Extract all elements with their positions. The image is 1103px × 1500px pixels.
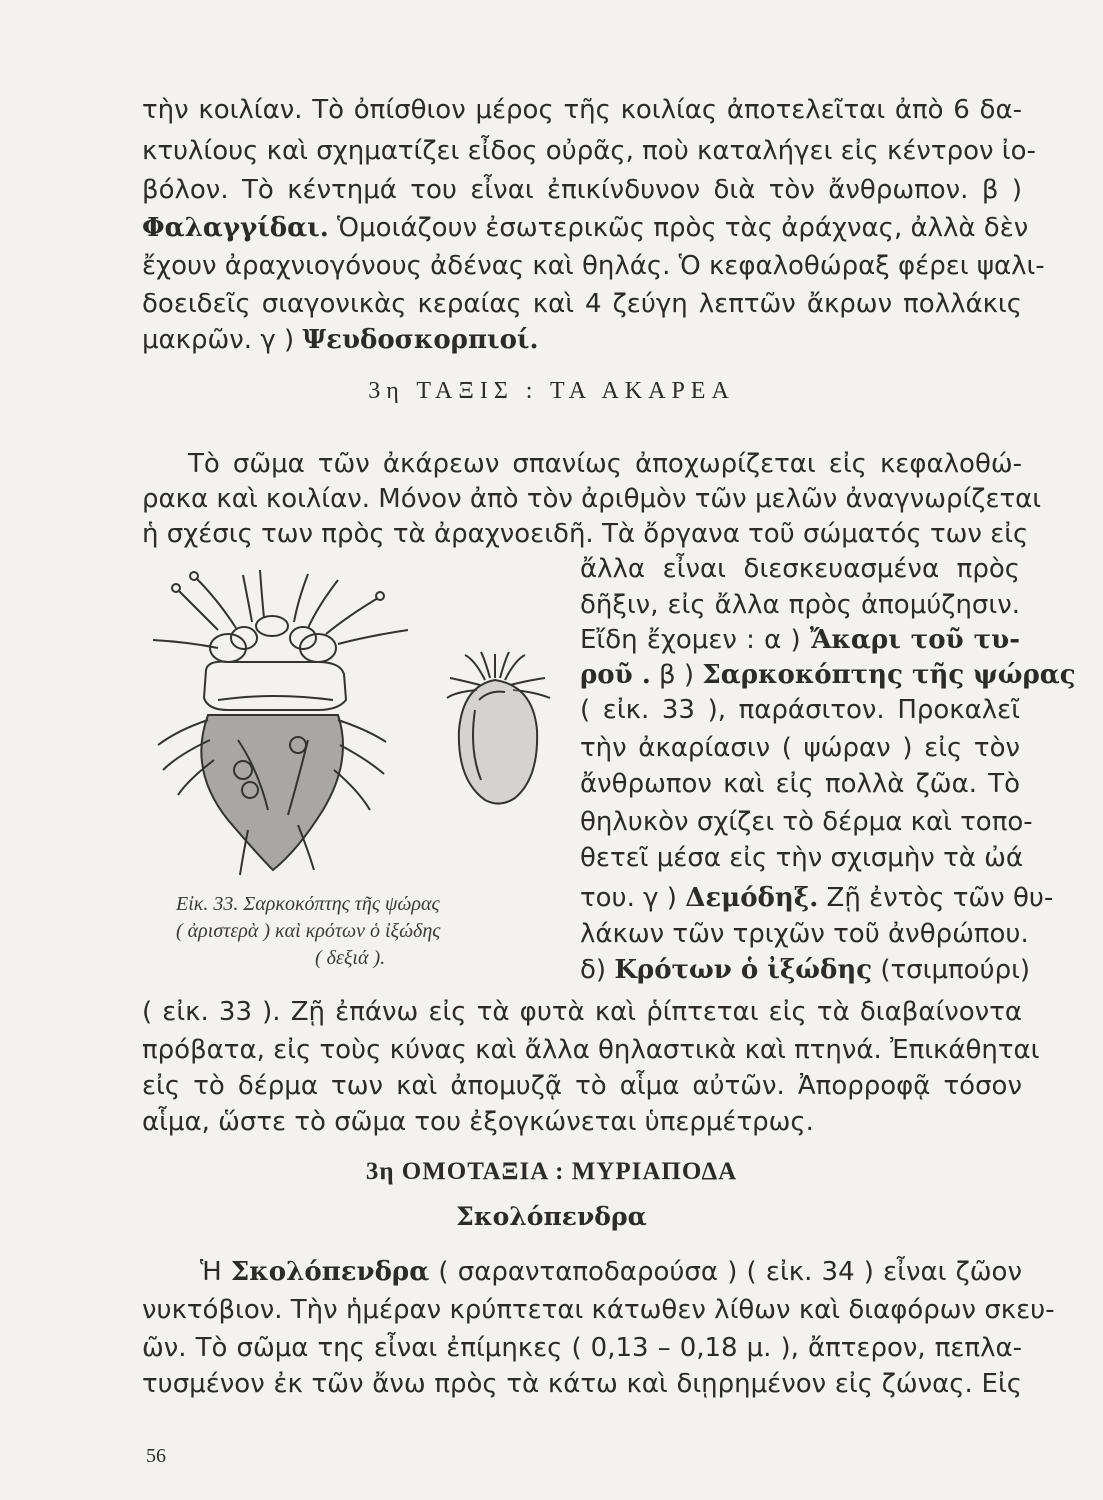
ixodes-tick-illustration — [445, 650, 555, 810]
section-heading-akarea: 3η ΤΑΞΙΣ : ΤΑ ΑΚΑΡΕΑ — [368, 378, 735, 404]
text-line: μακρῶν. γ ) Ψευδοσκορπιοί. — [142, 325, 539, 355]
text-line: του. γ ) Δεμόδηξ. Ζῇ ἐντὸς τῶν θυ- — [580, 883, 1054, 913]
text-line: κτυλίους καὶ σχηματίζει εἶδος οὐρᾶς, ποὺ καταλήγει εἰς κέντρον ἰο- — [142, 136, 1036, 166]
text-line: δῆξιν, εἰς ἄλλα πρὸς ἀπομύζησιν. — [580, 590, 1020, 620]
term-pseudoskorpioi: Ψευδοσκορπιοί. — [302, 325, 539, 355]
term-kroton: Κρότων ὁ ἰξώδης — [614, 955, 873, 985]
subheading-skolopendra: Σκολόπενδρα — [456, 1202, 647, 1231]
figure-caption-line: ( δεξιά ). — [315, 947, 386, 969]
text-line: ἡ σχέσις των πρὸς τὰ ἀραχνοειδῆ. Τὰ ὄργανα τοῦ σώματός των εἰς — [142, 519, 1029, 549]
text-line: τὴν κοιλίαν. Τὸ ὀπίσθιον μέρος τῆς κοιλίας ἀποτελεῖται ἀπὸ 6 δα- — [142, 95, 1022, 125]
text-line: Ἡ Σκολόπενδρα ( σαρανταποδαρούσα ) ( εἰκ. 34 ) εἶναι ζῶον — [200, 1257, 1022, 1287]
sarcoptes-mite-illustration — [148, 570, 438, 880]
figure-caption-line: ( ἀριστερὰ ) καὶ κρότων ὁ ἰξώδης — [176, 920, 441, 942]
text-line: αἷμα, ὥστε τὸ σῶμα του ἐξογκώνεται ὑπερμέτρως. — [142, 1107, 814, 1137]
text-line: εἰς τὸ δέρμα των καὶ ἀπομυζᾷ τὸ αἷμα αὐτῶν. Ἀπορροφᾷ τόσον — [142, 1071, 1022, 1101]
text-line: τυσμένον ἐκ τῶν ἄνω πρὸς τὰ κάτω καὶ διῃρημένον εἰς ζώνας. Εἰς — [142, 1369, 1022, 1399]
text-line: θετεῖ μέσα εἰς τὴν σχισμὴν τὰ ὠά — [580, 843, 1024, 873]
text-line: ( εἰκ. 33 ). Ζῇ ἐπάνω εἰς τὰ φυτὰ καὶ ῥίπτεται εἰς τὰ διαβαίνοντα — [142, 997, 1022, 1027]
text-line: Εἴδη ἔχομεν : α ) Ἄκαρι τοῦ τυ- — [580, 625, 1020, 655]
text-line: λάκων τῶν τριχῶν τοῦ ἀνθρώπου. — [580, 919, 1029, 949]
term-akari: Ἄκαρι τοῦ τυ- — [809, 625, 1020, 655]
term-demodix: Δεμόδηξ. — [685, 883, 819, 913]
page-number: 56 — [146, 1445, 166, 1467]
text-line: ρακα καὶ κοιλίαν. Μόνον ἀπὸ τὸν ἀριθμὸν τῶν μελῶν ἀναγνωρίζεται — [142, 484, 1042, 514]
section-heading-myriapoda: 3η ΟΜΟΤΑΞΙΑ : ΜΥΡΙΑΠΟΔΑ — [365, 1158, 738, 1185]
term-falaggidai: Φαλαγγίδαι. — [142, 213, 329, 243]
text-line: νυκτόβιον. Τὴν ἡμέραν κρύπτεται κάτωθεν λίθων καὶ διαφόρων σκευ- — [142, 1295, 1055, 1325]
text-line: Φαλαγγίδαι. Ὁμοιάζουν ἐσωτερικῶς πρὸς τὰς ἀράχνας, ἀλλὰ δὲν — [142, 213, 1029, 243]
text-line: πρόβατα, εἰς τοὺς κύνας καὶ ἄλλα θηλαστικὰ καὶ πτηνά. Ἐπικάθηται — [142, 1035, 1040, 1065]
text-line: ἔχουν ἀραχνιογόνους ἀδένας καὶ θηλάς. Ὁ κεφαλοθώραξ φέρει ψαλι- — [142, 251, 1045, 281]
text-line: βόλον. Τὸ κέντημά του εἶναι ἐπικίνδυνον διὰ τὸν ἄνθρωπον. β ) — [142, 175, 1022, 205]
text-line: ροῦ . β ) Σαρκοκόπτης τῆς ψώρας — [580, 660, 1076, 690]
term-sarkokoptis: Σαρκοκόπτης τῆς ψώρας — [702, 660, 1076, 690]
text-line: Τὸ σῶμα τῶν ἀκάρεων σπανίως ἀποχωρίζεται εἰς κεφαλοθώ- — [188, 449, 1022, 479]
text-line: δ) Κρότων ὁ ἰξώδης (τσιμπούρι) — [580, 955, 1031, 985]
text-line: δοειδεῖς σιαγονικὰς κεραίας καὶ 4 ζεύγη λεπτῶν ἄκρων πολλάκις — [142, 289, 1022, 319]
text-line: ἄνθρωπον καὶ εἰς πολλὰ ζῶα. Τὸ — [580, 769, 1020, 799]
text-line: θηλυκὸν σχίζει τὸ δέρμα καὶ τοπο- — [580, 807, 1033, 837]
figure-caption-line: Εἰκ. 33. Σαρκοκόπτης τῆς ψώρας — [176, 893, 440, 915]
text-line: ῶν. Τὸ σῶμα της εἶναι ἐπίμηκες ( 0,13 – 0,18 μ. ), ἄπτερον, πεπλα- — [142, 1333, 1022, 1363]
text-line: τὴν ἀκαρίασιν ( ψώραν ) εἰς τὸν — [580, 733, 1020, 763]
text-line: ( εἰκ. 33 ), παράσιτον. Προκαλεῖ — [580, 695, 1020, 725]
term-skolopendra: Σκολόπενδρα — [230, 1257, 430, 1287]
text-line: ἄλλα εἶναι διεσκευασμένα πρὸς — [580, 554, 1020, 584]
